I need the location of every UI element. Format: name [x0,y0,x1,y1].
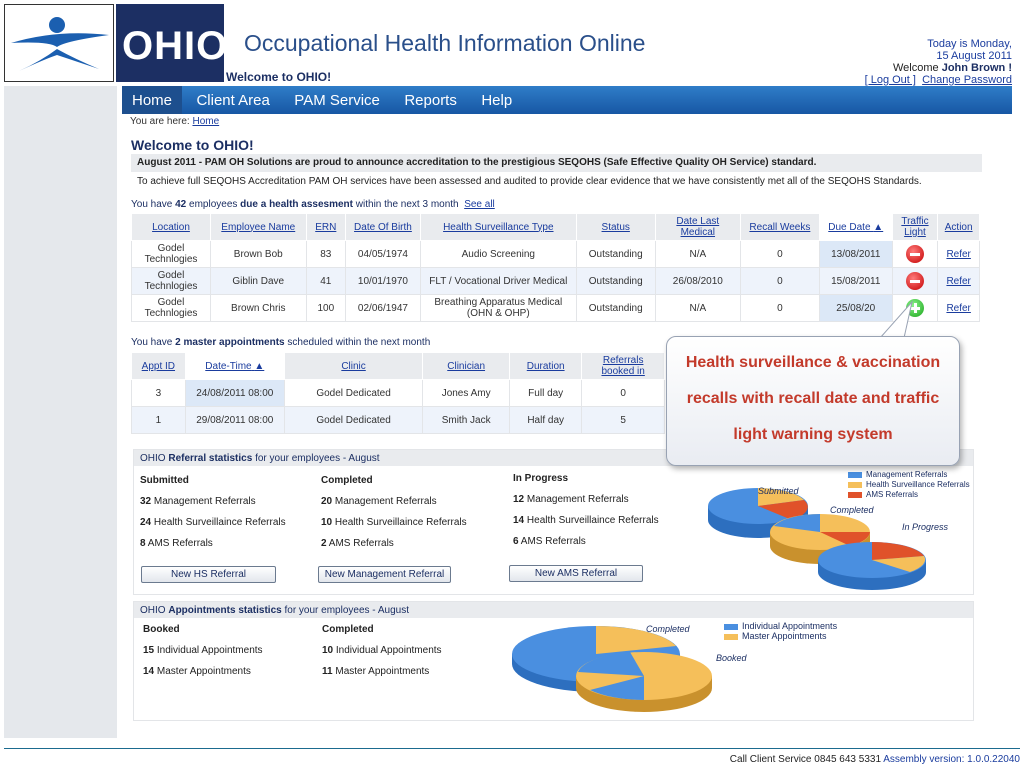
legend-item [848,490,970,500]
cell-last-medical: N/A [655,295,740,322]
due-pre: You have [131,199,173,210]
cell-referrals: 0 [582,380,665,407]
date-line-1: Today is Monday, [927,38,1012,50]
stat-item [143,645,263,656]
col-location[interactable]: Location [132,214,211,241]
figure-logo-icon [5,5,113,81]
breadcrumb [130,116,219,127]
appt-stats-header [134,602,973,618]
stat-item [513,536,586,547]
logout-link[interactable]: [ Log Out ] [864,74,916,86]
col-ern[interactable]: ERN [306,214,345,241]
callout-line-3: light warning system [733,426,893,443]
cell-clinician: Smith Jack [423,407,510,434]
stat-item [322,666,429,677]
footer-version: Assembly version: 1.0.0.22040 [883,754,1020,765]
nav-help[interactable]: Help [481,92,513,109]
stat-label: Management Referrals [153,496,256,507]
user-name: John Brown ! [941,62,1012,74]
legend-label: Management Referrals [866,470,948,479]
cell-last-medical: 26/08/2010 [655,268,740,295]
cell-action [938,268,980,295]
referral-legend [848,470,970,500]
col-hs-type[interactable]: Health Surveillance Type [420,214,576,241]
col-employee-name[interactable]: Employee Name [210,214,306,241]
due-post: within the next 3 month [355,199,459,210]
in-progress-pie [818,542,926,590]
stat-item [140,496,256,507]
new-management-referral-button[interactable]: New Management Referral [318,566,451,583]
feature-callout [666,336,960,466]
cell-date-time: 29/08/2011 08:00 [185,407,284,434]
stat-label: Master Appointments [156,666,251,677]
col-clinic[interactable]: Clinic [284,353,422,380]
ref-head-bold: Referral statistics [168,453,253,464]
cell-dob: 04/05/1974 [346,241,421,268]
col-clinician[interactable]: Clinician [423,353,510,380]
cell-type: Audio Screening [420,241,576,268]
ref-head-pre: OHIO [140,453,166,464]
footer-divider [4,748,1020,749]
stat-item [140,517,286,528]
change-password-link[interactable]: Change Password [922,74,1012,86]
pie-label-submitted: Submitted [758,486,799,496]
pie-label-in-progress: In Progress [902,522,949,532]
see-all-link[interactable]: See all [464,199,495,210]
cell-recall: 0 [740,268,819,295]
sort-up-icon: ▲ [873,221,884,233]
legend-swatch [848,492,862,498]
cell-appt-id: 1 [132,407,186,434]
appt-completed-title: Completed [322,624,374,635]
footer [730,754,1020,765]
sort-up-icon: ▲ [254,360,265,372]
due-mid: employees [189,199,238,210]
cell-due-date: 13/08/2011 [819,241,892,268]
col-appt-id[interactable]: Appt ID [132,353,186,380]
col-traffic-light[interactable]: Traffic Light [892,214,938,241]
stat-label: AMS Referrals [520,536,586,547]
stat-n: 14 [513,515,525,526]
stat-label: AMS Referrals [147,538,213,549]
stat-item [140,538,213,549]
stat-label: Health Surveillaince Referrals [153,517,286,528]
breadcrumb-home-link[interactable]: Home [192,116,220,127]
nav-client-area[interactable]: Client Area [196,92,270,109]
cell-duration: Half day [510,407,582,434]
due-count: 42 [175,199,187,210]
cell-dob: 10/01/1970 [346,268,421,295]
stat-label: Health Surveillaince Referrals [526,515,659,526]
nav-home[interactable]: Home [122,86,182,114]
in-progress-title: In Progress [513,473,569,484]
page-title: Welcome to OHIO! [131,137,254,153]
stat-item [143,666,251,677]
table-row [132,407,665,434]
stat-label: Management Referrals [334,496,437,507]
appt-post: scheduled within the next month [287,337,431,348]
main-nav [122,86,1012,114]
legend-item [848,470,970,480]
due-summary [131,199,495,210]
legend-label: Master Appointments [742,631,827,641]
stat-label: Master Appointments [335,666,430,677]
stat-n: 32 [140,496,152,507]
legend-swatch [848,482,862,488]
stat-item [322,645,442,656]
red-light-icon [906,272,924,290]
col-status[interactable]: Status [576,214,655,241]
appt-head-pre: OHIO [140,605,166,616]
callout-pointer [860,300,920,340]
appointments-legend [724,621,837,641]
cell-action [938,241,980,268]
legend-label: Health Surveillance Referrals [866,480,970,489]
cell-clinic: Godel Dedicated [284,407,422,434]
announcement-detail: To achieve full SEQOHS Accreditation PAM OH services have been assessed and audited to provide clear evidence that we have consistently met all of the SEQOHS Standards. [137,176,922,187]
stat-n: 12 [513,494,525,505]
legend-label: Individual Appointments [742,621,838,631]
callout-line-1: Health surveillance & vaccination [685,354,941,371]
legend-swatch [848,472,862,478]
cell-status: Outstanding [576,241,655,268]
stat-label: Individual Appointments [335,645,442,656]
stat-n: 20 [321,496,333,507]
stat-n: 6 [513,536,519,547]
col-referrals-booked[interactable]: Referrals booked in [582,353,665,380]
table-row [132,241,980,268]
due-bold: due a health assesment [240,199,353,210]
stat-n: 2 [321,538,327,549]
cell-last-medical: N/A [655,241,740,268]
pie-label-appt-completed: Completed [646,624,690,634]
welcome-prefix: Welcome [893,62,939,74]
welcome-user [865,62,1012,74]
appt-head-post: for your employees - August [284,605,409,616]
date-line-2: 15 August 2011 [936,50,1012,62]
cell-due-date: 25/08/20 [819,295,892,322]
stat-label: Health Surveillaince Referrals [334,517,467,528]
ref-head-post: for your employees - August [255,453,380,464]
footer-call: Call Client Service 0845 643 5331 [729,754,882,765]
new-hs-referral-button[interactable]: New HS Referral [141,566,276,583]
employees-table [131,213,980,322]
refer-link[interactable]: Refer [946,248,971,260]
completed-title: Completed [321,475,373,486]
col-date-last-medical[interactable]: Date Last Medical [655,214,740,241]
red-light-icon [906,245,924,263]
cell-ern: 83 [306,241,345,268]
cell-action [938,295,980,322]
stat-n: 11 [322,666,333,677]
date-time-label: Date-Time [205,360,252,372]
cell-traffic-light [892,268,938,295]
pie-label-completed: Completed [830,505,874,515]
callout-line-2: recalls with recall date and traffic [686,390,940,407]
col-date-time[interactable] [185,353,284,380]
table-row [132,380,665,407]
cell-location: Godel Technlogies [132,295,211,322]
pie-label-booked: Booked [716,653,747,663]
stat-n: 10 [322,645,334,656]
appointments-table [131,352,665,434]
cell-name: Brown Chris [210,295,306,322]
new-ams-referral-button[interactable]: New AMS Referral [509,565,643,582]
cell-name: Brown Bob [210,241,306,268]
completed-appt-pie [576,652,712,712]
stat-item [513,494,629,505]
legend-item [724,621,837,631]
stat-item [321,538,394,549]
stat-item [321,496,437,507]
cell-clinic: Godel Dedicated [284,380,422,407]
app-title: Occupational Health Information Online [244,30,646,56]
left-rail [4,86,117,738]
col-recall-weeks[interactable]: Recall Weeks [740,214,819,241]
col-action[interactable]: Action [938,214,980,241]
cell-clinician: Jones Amy [423,380,510,407]
cell-ern: 41 [306,268,345,295]
cell-recall: 0 [740,295,819,322]
cell-name: Giblin Dave [210,268,306,295]
stat-item [321,517,467,528]
cell-type: FLT / Vocational Driver Medical [420,268,576,295]
appt-summary [131,337,430,348]
cell-dob: 02/06/1947 [346,295,421,322]
appointments-pie-chart [510,620,720,720]
cell-location: Godel Technlogies [132,241,211,268]
legend-item [848,480,970,490]
appt-head-bold: Appointments statistics [168,605,282,616]
cell-due-date: 15/08/2011 [819,268,892,295]
nav-reports[interactable]: Reports [404,92,457,109]
stat-item [513,515,659,526]
col-dob[interactable]: Date Of Birth [346,214,421,241]
stat-n: 24 [140,517,152,528]
user-info [865,38,1012,86]
appt-pre: You have [131,337,173,348]
table-row [132,268,980,295]
cell-type: Breathing Apparatus Medical (OHN & OHP) [420,295,576,322]
legend-swatch [724,624,738,630]
cell-date-time: 24/08/2011 08:00 [185,380,284,407]
stat-n: 10 [321,517,333,528]
breadcrumb-prefix: You are here: [130,116,190,127]
announcement-banner: August 2011 - PAM OH Solutions are proud to announce accreditation to the prestigious SEQOHS (Safe Effective Quality OH Service) standard. [131,154,982,172]
stat-label: AMS Referrals [328,538,394,549]
cell-location: Godel Technlogies [132,268,211,295]
cell-appt-id: 3 [132,380,186,407]
table-row [132,295,980,322]
cell-status: Outstanding [576,295,655,322]
refer-link[interactable]: Refer [946,275,971,287]
legend-label: AMS Referrals [866,490,919,499]
stat-label: Management Referrals [526,494,629,505]
cell-duration: Full day [510,380,582,407]
booked-title: Booked [143,624,180,635]
col-due-date[interactable] [819,214,892,241]
col-duration[interactable]: Duration [510,353,582,380]
due-date-label: Due Date [828,221,871,233]
cell-status: Outstanding [576,268,655,295]
app-logo[interactable] [4,4,114,82]
stat-n: 14 [143,666,155,677]
nav-pam-service[interactable]: PAM Service [294,92,380,109]
legend-swatch [724,634,738,640]
cell-traffic-light [892,241,938,268]
welcome-subtitle: Welcome to OHIO! [226,70,332,84]
stat-label: Individual Appointments [156,645,263,656]
cell-ern: 100 [306,295,345,322]
stat-n: 15 [143,645,155,656]
refer-link[interactable]: Refer [946,302,971,314]
stat-n: 8 [140,538,146,549]
ohio-brand-block: OHIO [116,4,224,82]
legend-item [724,631,837,641]
cell-recall: 0 [740,241,819,268]
submitted-title: Submitted [140,475,189,486]
cell-referrals: 5 [582,407,665,434]
appt-bold: 2 master appointments [175,337,285,348]
